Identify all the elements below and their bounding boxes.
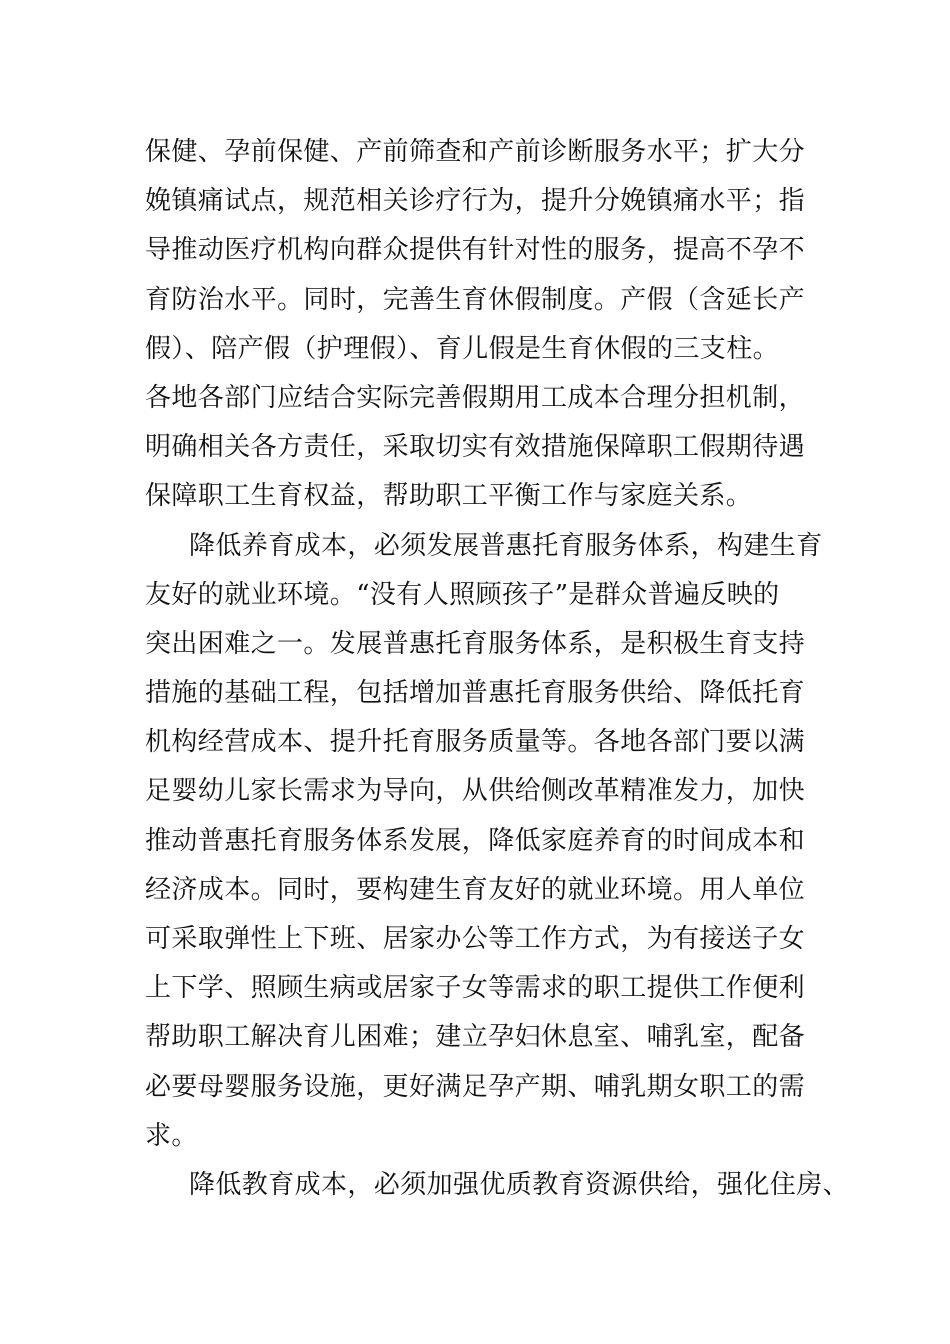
- text-line: 必要母婴服务设施，更好满足孕产期、哺乳期女职工的需: [145, 1071, 806, 1102]
- text-line: 措施的基础工程，包括增加普惠托育服务供给、降低托育: [145, 678, 806, 709]
- text-line: 假）、陪产假（护理假）、育儿假是生育休假的三支柱。: [145, 333, 780, 364]
- text-line: 推动普惠托育服务体系发展，降低家庭养育的时间成本和: [145, 825, 806, 856]
- text-line: 上下学、照顾生病或居家子女等需求的职工提供工作便利: [145, 973, 806, 1004]
- text-line: 保障职工生育权益，帮助职工平衡工作与家庭关系。: [145, 481, 753, 512]
- text-line: 保健、孕前保健、产前筛查和产前诊断服务水平；扩大分: [145, 137, 806, 167]
- text-line: 突出困难之一。发展普惠托育服务体系，是积极生育支持: [145, 628, 806, 659]
- text-line: 明确相关各方责任，采取切实有效措施保障职工假期待遇: [145, 432, 806, 463]
- text-line: 机构经营成本、提升托育服务质量等。各地各部门要以满: [145, 727, 806, 758]
- text-line: 友好的就业环境。“没有人照顾孩子”是群众普遍反映的: [145, 579, 780, 610]
- text-line: 降低养育成本，必须发展普惠托育服务体系，构建生育: [189, 530, 823, 561]
- text-line: 经济成本。同时，要构建生育友好的就业环境。用人单位: [145, 874, 806, 905]
- text-line: 求。: [145, 1120, 198, 1151]
- text-line: 降低教育成本，必须加强优质教育资源供给，强化住房、: [189, 1169, 850, 1200]
- text-line: 各地各部门应结合实际完善假期用工成本合理分担机制，: [145, 382, 806, 413]
- text-line: 足婴幼儿家长需求为导向，从供给侧改革精准发力，加快: [145, 776, 806, 807]
- document-body: [145, 128, 850, 1210]
- text-line: 导推动医疗机构向群众提供有针对性的服务，提高不孕不: [145, 235, 806, 266]
- text-line: 帮助职工解决育儿困难；建立孕妇休息室、哺乳室，配备: [145, 1022, 806, 1053]
- text-line: 育防治水平。同时，完善生育休假制度。产假（含延长产: [145, 284, 806, 315]
- text-line: 娩镇痛试点，规范相关诊疗行为，提升分娩镇痛水平；指: [145, 186, 806, 217]
- text-line: 可采取弹性上下班、居家办公等工作方式，为有接送子女: [145, 924, 806, 954]
